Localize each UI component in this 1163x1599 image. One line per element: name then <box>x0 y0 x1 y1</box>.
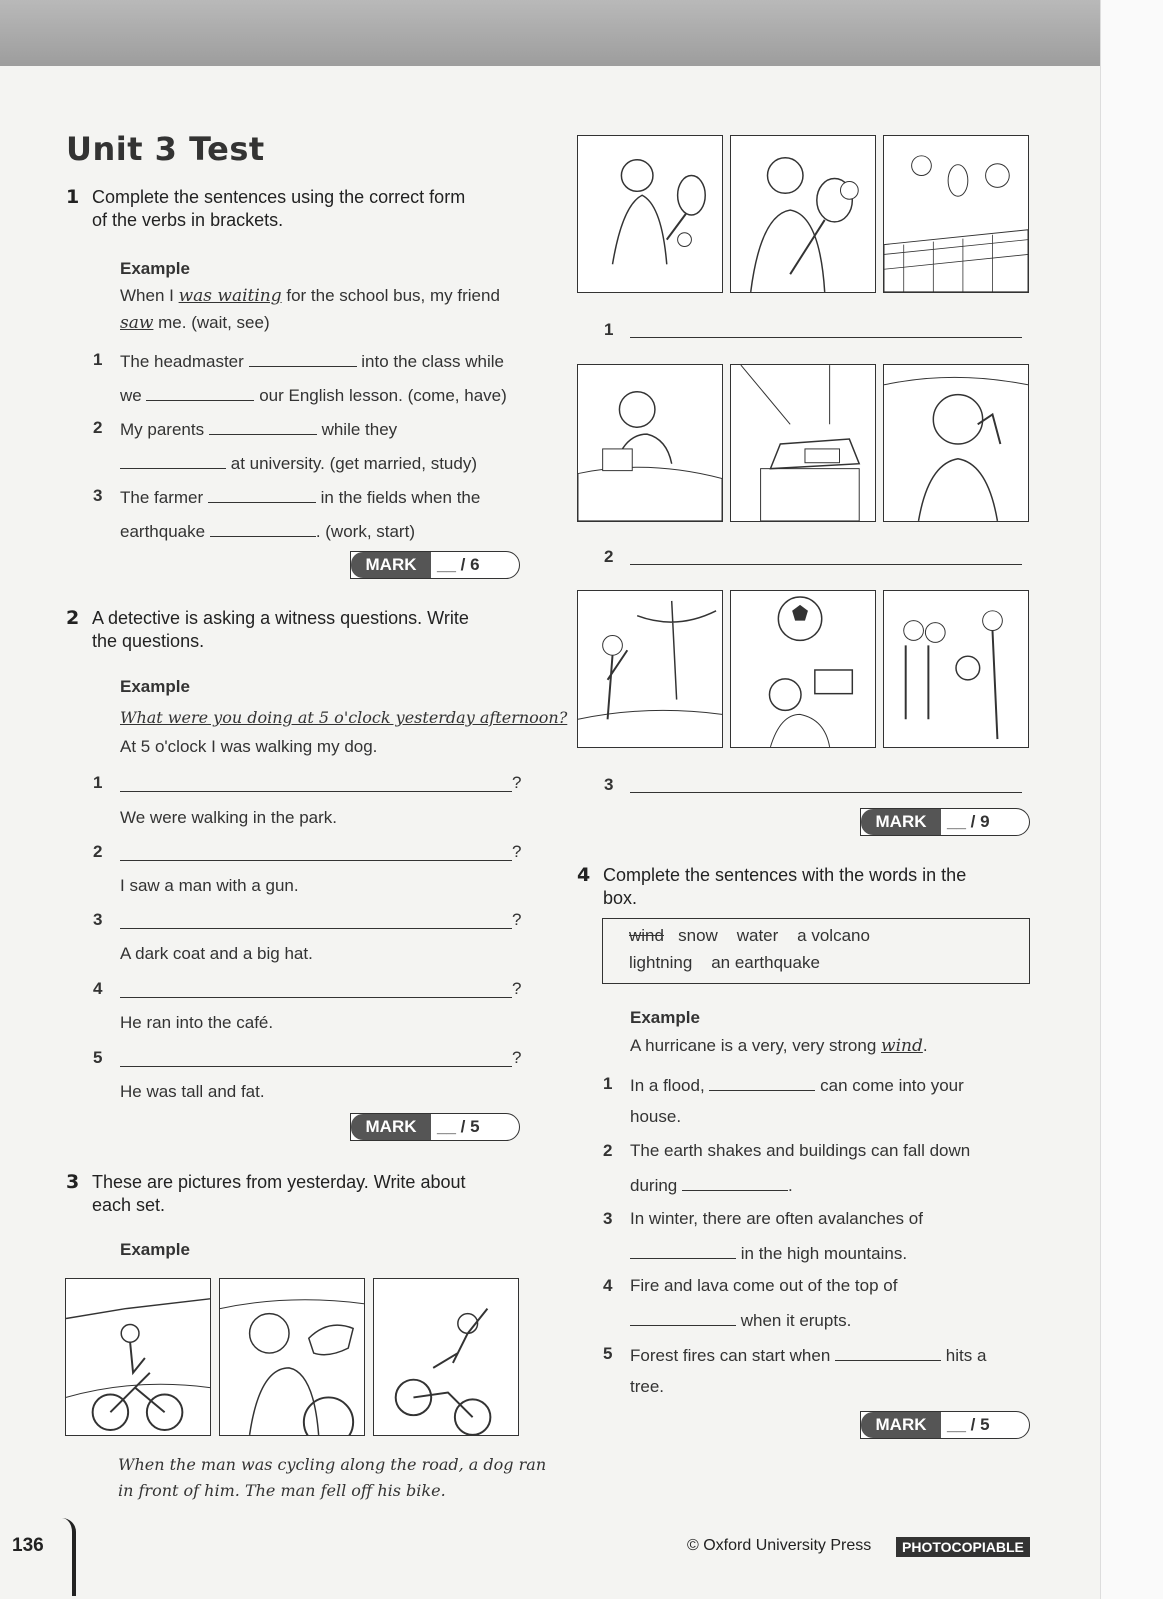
q1-example-label: Example <box>120 259 190 278</box>
boys-ball-picture <box>883 590 1029 748</box>
q1-item-1-blank-a[interactable] <box>249 350 357 367</box>
q1-example-line1: When I was waiting for the school bus, my friend <box>120 286 500 306</box>
q3-set-number: 3 <box>604 775 614 794</box>
q4-item-number: 1 <box>603 1074 613 1093</box>
q1-item-3-line1: The farmer in the fields when the <box>120 488 481 507</box>
surprised-woman-picture <box>883 364 1029 522</box>
q2-item-number: 3 <box>93 910 103 929</box>
word-box-row-1: wind snow water a volcano <box>629 926 870 945</box>
q4-item-2-blank[interactable] <box>682 1174 788 1191</box>
q2-item-4-response: He ran into the café. <box>120 1013 274 1032</box>
q2-example-answer: At 5 o'clock I was walking my dog. <box>120 737 378 756</box>
q2-number: 2 <box>66 607 80 629</box>
q1-mark-box: MARK __ / 6 <box>350 551 520 579</box>
q2-item-4-answer-line[interactable] <box>120 997 512 998</box>
word-box <box>602 918 1030 984</box>
q1-item-2-line1: My parents while they <box>120 420 398 439</box>
q2-item-number: 2 <box>93 842 103 861</box>
q1-number: 1 <box>66 186 80 208</box>
q3-set-2-answer-line[interactable] <box>630 564 1022 565</box>
page-bracket <box>62 1518 76 1596</box>
q4-instruction: 4 Complete the sentences with the words in the box. <box>577 864 967 908</box>
q1-item-2-blank-b[interactable] <box>120 452 226 469</box>
q2-item-1-answer-line[interactable] <box>120 791 512 792</box>
page-title: Unit 3 Test <box>66 130 265 168</box>
q1-item-1-line2: we our English lesson. (come, have) <box>120 386 507 405</box>
q4-item-1-line1: In a flood, can come into your <box>630 1076 964 1095</box>
cyclist-picture <box>65 1278 211 1436</box>
q2-item-number: 1 <box>93 773 103 792</box>
q3-set-3-answer-line[interactable] <box>630 792 1022 793</box>
q2-item-3-response: A dark coat and a big hat. <box>120 944 313 963</box>
q1-item-number: 1 <box>93 350 103 369</box>
q4-item-number: 2 <box>603 1141 613 1160</box>
q1-instruction: 1 Complete the sentences using the correct form of the verbs in brackets. <box>66 186 466 230</box>
q4-item-5-line2: tree. <box>630 1377 665 1396</box>
q3-set-1-answer-line[interactable] <box>630 337 1022 338</box>
q3-set-number: 2 <box>604 547 614 566</box>
q2-instruction: 2 A detective is asking a witness questions. Write the questions. <box>66 607 469 651</box>
q4-item-4-line1: Fire and lava come out of the top of <box>630 1276 898 1295</box>
q4-item-3-blank[interactable] <box>630 1242 736 1259</box>
q4-example-label: Example <box>630 1008 700 1027</box>
q4-item-1-blank[interactable] <box>709 1074 815 1091</box>
q4-item-1-line2: house. <box>630 1107 682 1126</box>
page-right-edge <box>1100 0 1163 1599</box>
q4-item-5-line1: Forest fires can start when hits a <box>630 1346 987 1365</box>
photocopiable-badge: PHOTOCOPIABLE <box>896 1537 1030 1557</box>
copyright-text: © Oxford University Press <box>687 1537 872 1554</box>
photographer-picture <box>577 590 723 748</box>
q4-example-sentence: A hurricane is a very, very strong wind. <box>630 1036 928 1056</box>
q1-item-number: 3 <box>93 486 103 505</box>
q3-set-number: 1 <box>604 320 614 339</box>
q4-item-5-blank[interactable] <box>835 1344 941 1361</box>
q4-item-number: 5 <box>603 1344 613 1363</box>
page-number: 136 <box>12 1535 44 1556</box>
q3-instruction: 3 These are pictures from yesterday. Write about each set. <box>66 1171 466 1215</box>
q4-number: 4 <box>577 864 591 886</box>
q4-item-3-line1: In winter, there are often avalanches of <box>630 1209 923 1228</box>
q3-example-label: Example <box>120 1240 190 1259</box>
fall-picture <box>373 1278 519 1436</box>
q3-number: 3 <box>66 1171 80 1193</box>
q1-item-1-line1: The headmaster into the class while <box>120 352 504 371</box>
tennis-net-picture <box>883 135 1029 293</box>
q1-item-3-blank-a[interactable] <box>208 486 316 503</box>
q2-qmark: ? <box>512 842 522 861</box>
q4-mark-box: MARK __ / 5 <box>860 1411 1030 1439</box>
q2-item-number: 5 <box>93 1048 103 1067</box>
page-top-band <box>0 0 1100 66</box>
q4-item-number: 4 <box>603 1276 613 1295</box>
q3-example-line2: in front of him. The man fell off his bike. <box>118 1481 446 1500</box>
q2-item-2-answer-line[interactable] <box>120 860 512 861</box>
q2-qmark: ? <box>512 979 522 998</box>
q4-item-4-line2: when it erupts. <box>630 1309 851 1331</box>
q4-item-number: 3 <box>603 1209 613 1228</box>
q2-qmark: ? <box>512 1048 522 1067</box>
q4-item-2-line1: The earth shakes and buildings can fall down <box>630 1141 971 1160</box>
tennis-picture <box>577 135 723 293</box>
q3-example-line1: When the man was cycling along the road, a dog ran <box>118 1455 547 1474</box>
q1-item-3-blank-b[interactable] <box>210 520 316 537</box>
q2-qmark: ? <box>512 910 522 929</box>
q2-mark-box: MARK __ / 5 <box>350 1113 520 1141</box>
q4-item-3-line2: in the high mountains. <box>630 1242 907 1264</box>
q1-example-line2: saw me. (wait, see) <box>120 313 270 333</box>
dog-picture <box>219 1278 365 1436</box>
q1-item-3-line2: earthquake . (work, start) <box>120 522 415 541</box>
q1-item-number: 2 <box>93 418 103 437</box>
q2-item-2-response: I saw a man with a gun. <box>120 876 299 895</box>
q1-item-2-line2: at university. (get married, study) <box>120 452 477 474</box>
telephone-picture <box>730 364 876 522</box>
q1-item-2-blank-a[interactable] <box>209 418 317 435</box>
q2-item-1-response: We were walking in the park. <box>120 808 338 827</box>
q2-item-5-response: He was tall and fat. <box>120 1082 265 1101</box>
q4-item-2-line2: during . <box>630 1176 793 1195</box>
ball-hit-picture <box>730 135 876 293</box>
q1-item-1-blank-b[interactable] <box>146 384 254 401</box>
word-box-row-2: lightning an earthquake <box>629 953 820 972</box>
bed-reading-picture <box>577 364 723 522</box>
q2-item-number: 4 <box>93 979 103 998</box>
q3-mark-box: MARK __ / 9 <box>860 808 1030 836</box>
football-picture <box>730 590 876 748</box>
q4-item-4-blank[interactable] <box>630 1309 736 1326</box>
q2-item-3-answer-line[interactable] <box>120 928 512 929</box>
q2-qmark: ? <box>512 773 522 792</box>
q2-example-label: Example <box>120 677 190 696</box>
q2-example-question: What were you doing at 5 o'clock yesterday afternoon? <box>120 708 568 727</box>
q2-item-5-answer-line[interactable] <box>120 1066 512 1067</box>
